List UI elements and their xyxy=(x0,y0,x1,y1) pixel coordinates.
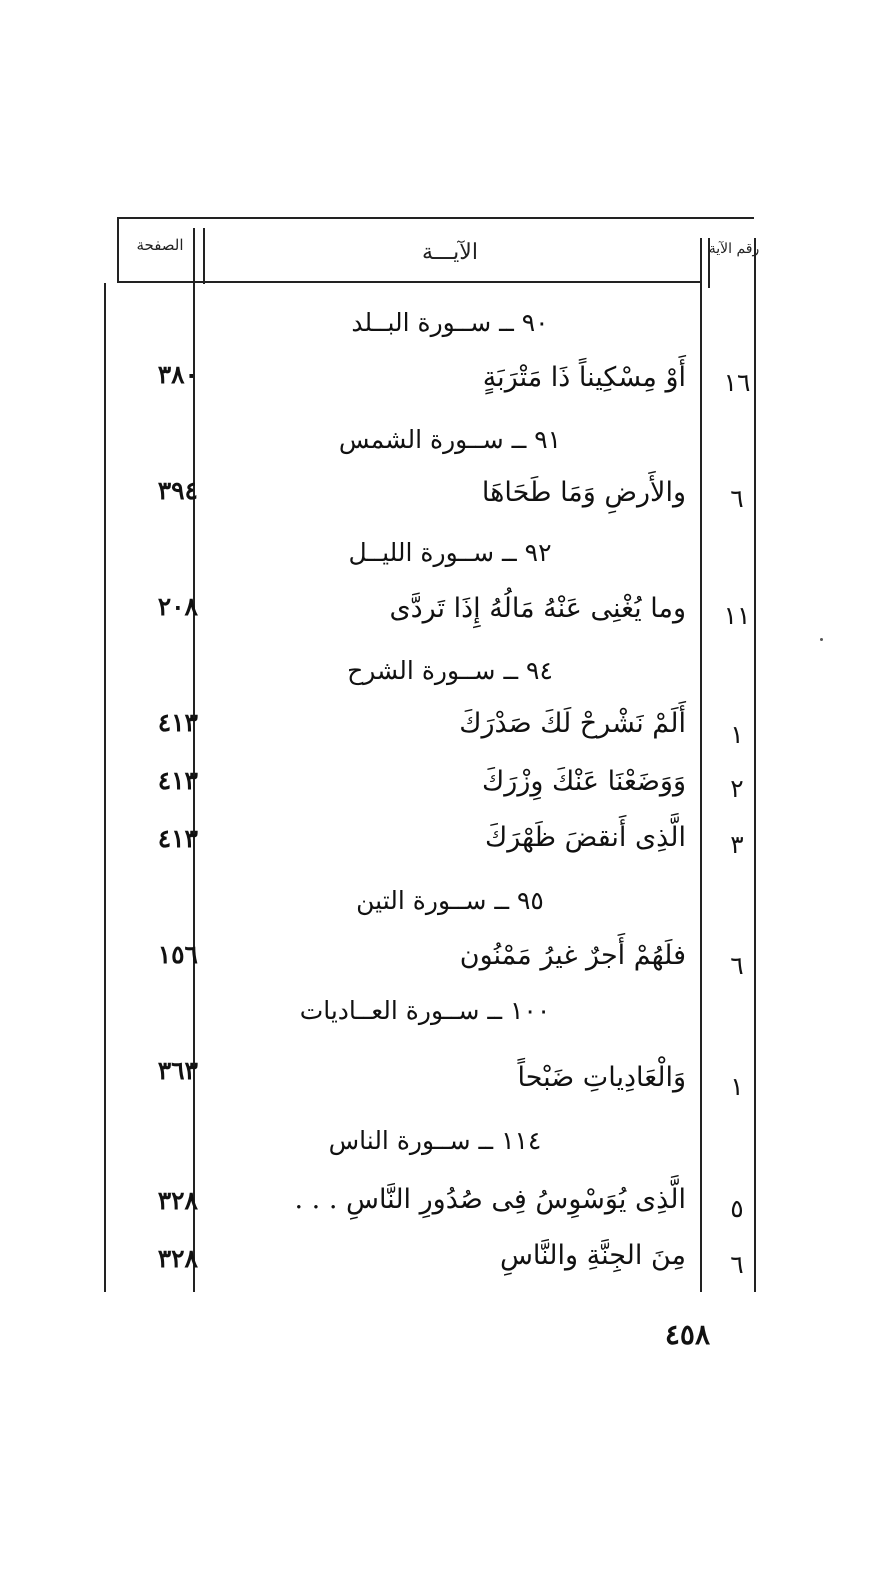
column-divider-left-outer xyxy=(117,217,119,283)
scan-speck xyxy=(820,638,823,641)
surah-heading: ١٠٠ ــ ســورة العــاديات xyxy=(299,996,551,1025)
surah-heading: ٩٥ ــ ســورة التين xyxy=(356,886,544,915)
ayah-number: ٣ xyxy=(730,830,744,859)
table-left-border xyxy=(104,283,106,1292)
page-reference: ٤١٣ xyxy=(157,708,198,737)
ayah-number: ٥ xyxy=(730,1194,744,1223)
ayah-number: ٦ xyxy=(730,484,744,513)
surah-heading: ٩١ ــ ســورة الشمس xyxy=(338,425,562,454)
page-reference: ١٥٦ xyxy=(157,940,198,969)
header-ayah-column: الآيـــة xyxy=(422,240,478,265)
surah-heading: ٩٤ ــ ســورة الشرح xyxy=(347,656,553,685)
ayah-text: الَّذِى يُوَسْوِسُ فِى صُدُورِ النَّاسِ . . . xyxy=(294,1184,686,1215)
ayah-number: ١٦ xyxy=(723,368,751,397)
footer-page-number: ٤٥٨ xyxy=(664,1318,710,1351)
surah-heading: ١١٤ ــ ســورة الناس xyxy=(328,1126,542,1155)
surah-heading: ٩٠ ــ ســورة البــلد xyxy=(351,308,549,337)
ayah-text: أَلَمْ نَشْرحْ لَكَ صَدْرَكَ xyxy=(459,708,686,739)
ayah-text: أَوْ مِسْكِيناً ذَا مَتْرَبَةٍ xyxy=(482,362,686,393)
ayah-number: ١١ xyxy=(723,601,751,630)
column-divider-number xyxy=(700,238,702,1292)
ayah-number: ١ xyxy=(730,1072,744,1101)
ayah-text: فلَهُمْ أَجرٌ غيرُ مَمْنُون xyxy=(459,940,686,971)
surah-heading: ٩٢ ــ ســورة الليــل xyxy=(348,538,552,567)
ayah-text: وما يُغْنِى عَنْهُ مَالُهُ إِذَا تَردَّى xyxy=(389,593,686,624)
page-reference: ٤١٣ xyxy=(157,766,198,795)
page-reference: ٣٦٣ xyxy=(157,1056,198,1085)
ayah-number: ١ xyxy=(730,720,744,749)
ayah-text: وَوَضَعْنَا عَنْكَ وِزْرَكَ xyxy=(482,766,686,797)
table-top-border xyxy=(118,217,754,219)
page-reference: ٣٩٤ xyxy=(157,476,198,505)
page-reference: ٢٠٨ xyxy=(157,592,198,621)
header-page-column: الصفحة xyxy=(136,236,184,254)
ayah-text: والأَرضِ وَمَا طَحَاهَا xyxy=(481,477,686,508)
ayah-number: ٦ xyxy=(730,1250,744,1279)
ayah-text: مِنَ الجِنَّةِ والنَّاسِ xyxy=(499,1240,686,1271)
page-reference: ٣٨٠ xyxy=(157,360,198,389)
ayah-number: ٦ xyxy=(730,951,744,980)
ayah-text: الَّذِى أَنقضَ ظَهْرَكَ xyxy=(484,822,686,853)
ayah-text: وَالْعَادِياتِ ضَبْحاً xyxy=(517,1062,686,1093)
page-reference: ٤١٣ xyxy=(157,824,198,853)
page-reference: ٣٢٨ xyxy=(157,1186,198,1215)
page-reference: ٣٢٨ xyxy=(157,1244,198,1273)
header-number-column: رقم الآية xyxy=(708,241,760,257)
ayah-number: ٢ xyxy=(730,774,744,803)
header-separator xyxy=(118,281,702,283)
column-divider-page-inner xyxy=(203,228,205,284)
